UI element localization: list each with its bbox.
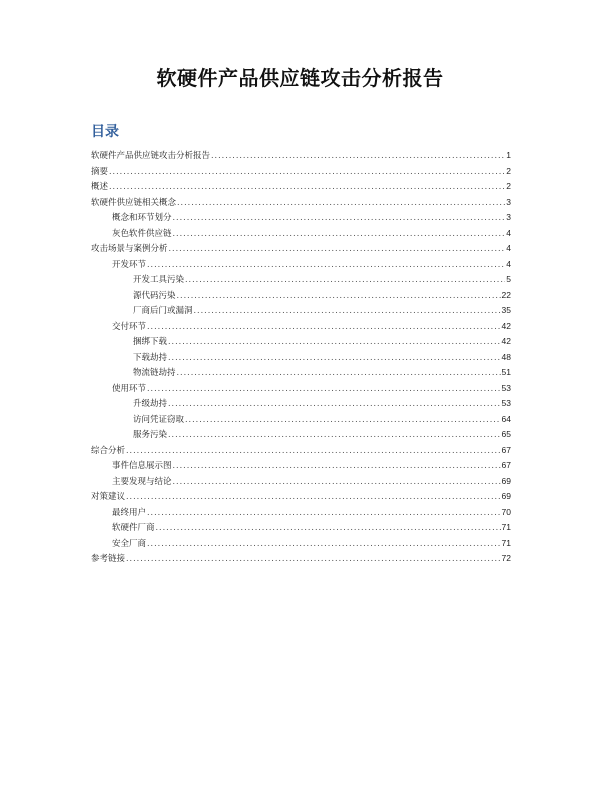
- toc-dot-leader: [147, 505, 501, 521]
- toc-dot-leader: [147, 381, 501, 397]
- toc-entry-label: 厂商后门或漏洞: [133, 306, 193, 316]
- toc-entry[interactable]: [91, 334, 511, 350]
- toc-dot-leader: [109, 179, 505, 195]
- toc-dot-leader: [211, 148, 505, 164]
- toc-entry-label: 综合分析: [91, 445, 126, 456]
- toc-entry-page-number: 67: [501, 460, 511, 470]
- document-title: 软硬件产品供应链攻击分析报告: [156, 66, 444, 90]
- toc-entry-label: 最终用户: [112, 507, 147, 518]
- toc-entry-page-number: 3: [506, 212, 511, 222]
- toc-entry[interactable]: [91, 303, 511, 319]
- toc-entry-label: 捆绑下载: [133, 337, 168, 347]
- toc-entry-page-number: 35: [501, 305, 511, 315]
- toc-entry-label: 开发工具污染: [133, 275, 185, 285]
- toc-entry[interactable]: [91, 443, 511, 459]
- toc-entry-page-number: 4: [506, 243, 511, 253]
- toc-entry[interactable]: [91, 520, 511, 536]
- toc-entry-page-number: 2: [506, 181, 511, 191]
- toc-entry-page-number: 64: [501, 413, 511, 424]
- toc-entry-label: 开发环节: [112, 259, 147, 270]
- toc-entry-label: 升级劫持: [133, 399, 168, 409]
- toc-entry-label: 对策建议: [91, 492, 126, 502]
- toc-dot-leader: [177, 365, 501, 381]
- toc-entry-page-number: 42: [501, 336, 511, 346]
- toc-entry-page-number: 51: [501, 367, 511, 377]
- toc-dot-leader: [168, 334, 501, 350]
- toc-entry-page-number: 72: [501, 553, 511, 563]
- toc-dot-leader: [185, 272, 505, 288]
- toc-entry-page-number: 48: [501, 351, 511, 362]
- toc-entry-page-number: 3: [506, 196, 511, 207]
- toc-dot-leader: [173, 458, 501, 474]
- toc-dot-leader: [109, 164, 505, 180]
- toc-dot-leader: [147, 536, 501, 552]
- toc-dot-leader: [169, 241, 506, 257]
- toc-entry[interactable]: [91, 412, 511, 428]
- toc-entry-page-number: 69: [501, 491, 511, 501]
- toc-entry-page-number: 1: [506, 150, 511, 160]
- toc-entry-page-number: 5: [506, 274, 511, 284]
- toc-dot-leader: [126, 489, 501, 505]
- toc-entry-label: 下载劫持: [133, 352, 168, 363]
- toc-entry[interactable]: [91, 272, 511, 288]
- toc-entry-label: 参考链接: [91, 554, 126, 564]
- toc-entry[interactable]: [91, 195, 511, 211]
- toc-entry-page-number: 71: [501, 522, 511, 532]
- toc-entry-label: 概述: [91, 182, 109, 192]
- toc-dot-leader: [173, 210, 506, 226]
- toc-entry-page-number: 22: [501, 289, 511, 300]
- toc-entry-label: 物流链劫持: [133, 368, 176, 378]
- toc-entry-page-number: 42: [501, 320, 511, 331]
- toc-entry-label: 攻击场景与案例分析: [91, 244, 168, 254]
- toc-entry-label: 使用环节: [112, 383, 147, 394]
- toc-entry[interactable]: [91, 458, 511, 474]
- toc-dot-leader: [126, 551, 501, 567]
- toc-entry[interactable]: [91, 474, 511, 490]
- toc-entry-label: 安全厂商: [112, 538, 147, 549]
- toc-dot-leader: [147, 319, 501, 335]
- toc-entry-page-number: 4: [506, 258, 511, 269]
- toc-entry[interactable]: [91, 551, 511, 567]
- toc-entry-page-number: 4: [506, 227, 511, 238]
- toc-entry[interactable]: [91, 210, 511, 226]
- toc-entry-label: 软硬件厂商: [112, 523, 155, 533]
- toc-entry[interactable]: [91, 164, 511, 180]
- toc-entry-page-number: 67: [501, 444, 511, 455]
- toc-entry-label: 事件信息展示图: [112, 461, 172, 471]
- toc-entry-page-number: 2: [506, 165, 511, 176]
- toc-dot-leader: [194, 303, 501, 319]
- toc-entry-label: 主要发现与结论: [112, 476, 172, 487]
- toc-entry[interactable]: [91, 148, 511, 164]
- toc-entry-label: 访问凭证窃取: [133, 414, 185, 425]
- toc-dot-leader: [173, 474, 501, 490]
- toc-dot-leader: [147, 257, 505, 273]
- toc-entry[interactable]: [91, 350, 511, 366]
- toc-entry[interactable]: [91, 365, 511, 381]
- toc-entry[interactable]: [91, 536, 511, 552]
- toc-entry[interactable]: [91, 396, 511, 412]
- toc-heading: 目录: [91, 124, 119, 140]
- toc-entry[interactable]: [91, 241, 511, 257]
- toc-dot-leader: [177, 288, 501, 304]
- toc-entry-label: 交付环节: [112, 321, 147, 332]
- toc-entry-page-number: 70: [501, 506, 511, 517]
- toc-entry[interactable]: [91, 288, 511, 304]
- toc-dot-leader: [126, 443, 501, 459]
- toc-entry-page-number: 69: [501, 475, 511, 486]
- toc-entry-page-number: 53: [501, 398, 511, 408]
- toc-entry-page-number: 71: [501, 537, 511, 548]
- toc-entry[interactable]: [91, 319, 511, 335]
- table-of-contents: [91, 148, 511, 567]
- toc-entry[interactable]: [91, 257, 511, 273]
- toc-dot-leader: [168, 350, 501, 366]
- toc-dot-leader: [156, 520, 501, 536]
- toc-entry[interactable]: [91, 489, 511, 505]
- toc-entry-page-number: 65: [501, 429, 511, 439]
- toc-dot-leader: [185, 412, 501, 428]
- toc-entry[interactable]: [91, 179, 511, 195]
- toc-dot-leader: [177, 195, 505, 211]
- toc-entry-label: 灰色软件供应链: [112, 228, 172, 239]
- toc-entry[interactable]: [91, 381, 511, 397]
- toc-dot-leader: [168, 396, 501, 412]
- toc-entry[interactable]: [91, 226, 511, 242]
- toc-dot-leader: [168, 427, 501, 443]
- toc-entry[interactable]: [91, 505, 511, 521]
- toc-entry-label: 服务污染: [133, 430, 168, 440]
- toc-entry-label: 概念和环节划分: [112, 213, 172, 223]
- toc-entry[interactable]: [91, 427, 511, 443]
- toc-entry-label: 源代码污染: [133, 290, 176, 301]
- toc-entry-page-number: 53: [501, 382, 511, 393]
- toc-dot-leader: [173, 226, 506, 242]
- toc-entry-label: 软硬件产品供应链攻击分析报告: [91, 151, 211, 161]
- toc-entry-label: 软硬件供应链相关概念: [91, 197, 177, 208]
- toc-entry-label: 摘要: [91, 166, 109, 177]
